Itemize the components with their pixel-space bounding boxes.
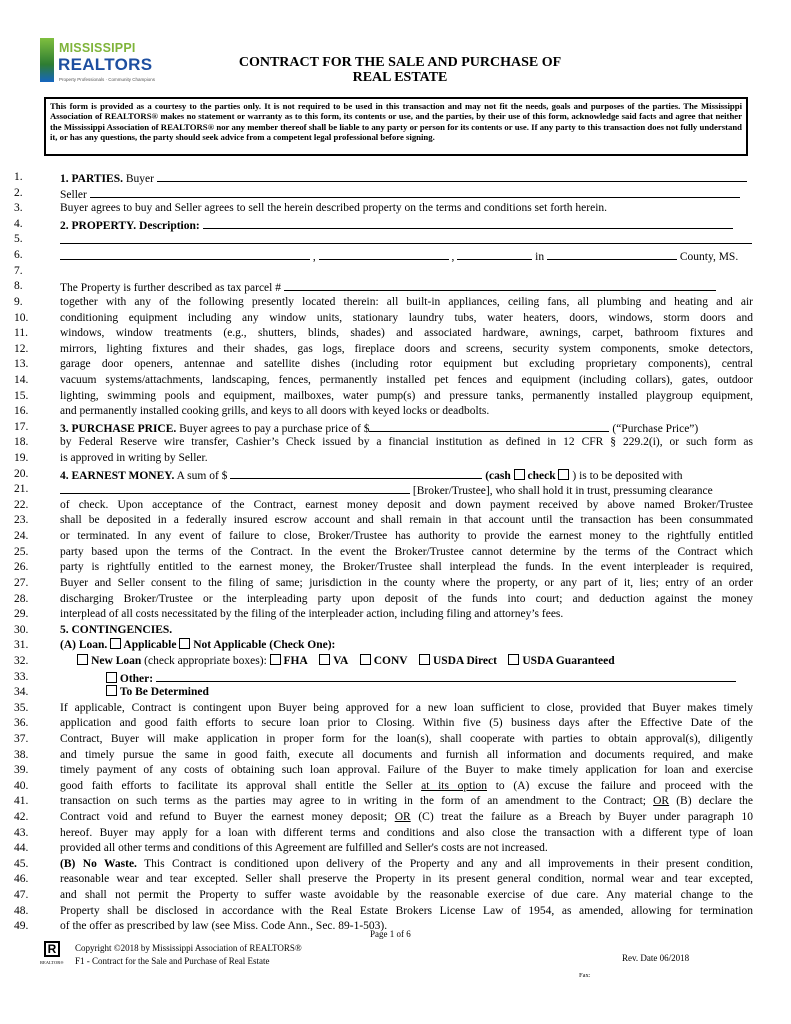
form-name-text: F1 - Contract for the Sale and Purchase of Real Estate (75, 956, 270, 966)
line-content (60, 217, 753, 233)
line-text: and shall not permit the Property to suffer waste avoidable by the reasonable exercise of due care. Any material change to the (60, 889, 753, 902)
line-text: application and good faith efforts to secure loan prior to Closing. Within five (5) business days after the Effective Date of the (60, 717, 753, 730)
line-text: and timely pursue the same in good faith, execute all documents and furnish all information and documents required, and make (60, 748, 753, 761)
line-number: 17. (14, 420, 29, 433)
contract-line (0, 232, 791, 246)
line-text: and permanently installed cooking grills, and keys to all doors with keyed locks or deadbolts. (60, 405, 490, 418)
logo-tagline: Property Professionals · Community Champions (59, 77, 156, 82)
line-text: is approved in writing by Seller. (60, 452, 208, 464)
line-text: If applicable, Contract is contingent upon Buyer being approved for a new loan sufficient to close, provided that Buyer makes timely (60, 701, 753, 714)
line-text: together with any of the following presently located therein: all built-in appliances, ceiling fans, all plumbing and heating and air (60, 295, 753, 308)
zip-field[interactable] (457, 248, 532, 260)
contract-line (0, 654, 791, 668)
line-number: 48. (14, 904, 29, 917)
line-content (60, 670, 753, 686)
contract-line (0, 467, 791, 481)
contract-line (0, 513, 791, 527)
fax-label: Fax: (579, 972, 591, 979)
realtor-logo-icon (44, 941, 60, 957)
contract-line (0, 888, 791, 902)
contract-line (0, 841, 791, 855)
line-text: (B) declare the (669, 795, 753, 808)
contract-line (0, 576, 791, 590)
line-content (60, 607, 753, 621)
line-content (60, 779, 753, 793)
property-description-field[interactable] (203, 217, 733, 229)
line-number: 29. (14, 608, 29, 621)
va-checkbox[interactable] (319, 654, 330, 665)
line-text: of check. Upon acceptance of the Contract, earnest money deposit and down payment received by above named Broker/Trustee (60, 498, 753, 511)
contract-line (0, 420, 791, 434)
line-number: 10. (14, 311, 29, 324)
contract-line (0, 560, 791, 574)
line-number: 39. (14, 764, 29, 777)
line-number: 16. (14, 405, 29, 418)
contract-line (0, 779, 791, 793)
contract-line (0, 170, 791, 184)
line-content (60, 404, 753, 418)
contract-line (0, 342, 791, 356)
applicable-checkbox[interactable] (110, 638, 121, 649)
line-number: 18. (14, 436, 29, 449)
line-content: , , in County, MS. (60, 248, 753, 264)
page-title-line1: CONTRACT FOR THE SALE AND PURCHASE OF (238, 55, 562, 70)
line-content (60, 638, 753, 652)
property-description-field-2[interactable] (60, 232, 752, 244)
contract-line (0, 279, 791, 293)
line-text: (“Purchase Price”) (612, 422, 699, 435)
line-text: conditioning equipment including any window units, stationary laundry tubs, water heaters, doors, windows, storm doors and (60, 311, 753, 324)
line-text: [Broker/Trustee], who shall hold it in trust, pressuming clearance (412, 485, 713, 498)
cash-label: (cash (485, 469, 511, 482)
contract-line (0, 451, 791, 465)
contract-line (0, 794, 791, 808)
line-text: party based upon the terms of the Contract. In the event the Broker/Trustee cannot determine by the terms of the Contract which (60, 545, 753, 558)
contract-line (0, 482, 791, 496)
line-number: 34. (14, 686, 29, 699)
in-label: in (535, 251, 545, 264)
line-number: 7. (14, 264, 23, 277)
no-waste-heading: (B) No Waste. (60, 857, 137, 870)
line-number: 42. (14, 811, 29, 823)
line-text: by Federal Reserve wire transfer, Cashier’s Check issued by a financial institution as defined in 12 CFR § 229.2(i), or such form as (60, 436, 753, 449)
line-number: 13. (14, 358, 29, 371)
contract-line (0, 623, 791, 637)
line-number: 44. (14, 842, 29, 855)
logo-line2: REALTORS (58, 55, 153, 74)
not-applicable-checkbox[interactable] (179, 638, 190, 649)
seller-label: Seller (60, 188, 87, 201)
contract-line (0, 529, 791, 543)
page-title-line2: REAL ESTATE (352, 70, 448, 85)
contract-line (0, 186, 791, 200)
line-content (60, 888, 753, 902)
line-content (60, 467, 753, 483)
to-be-determined-checkbox[interactable] (106, 685, 117, 696)
line-content (60, 592, 753, 606)
usda-guaranteed-checkbox[interactable] (508, 654, 519, 665)
line-content (60, 748, 753, 762)
line-content (60, 451, 753, 465)
line-content (60, 810, 753, 824)
logo-line1: MISSISSIPPI (59, 41, 136, 55)
line-text: reasonable wear and tear excepted. Seller shall preserve the Property in its present general condition, normal wear and tear excepted, (60, 873, 753, 886)
logo-mark-icon (40, 38, 54, 82)
contract-line (0, 357, 791, 371)
line-number: 36. (14, 717, 29, 730)
line-number: 1. (14, 171, 23, 183)
line-content (60, 732, 753, 746)
check-label: check (527, 469, 556, 482)
mississippi-realtors-logo (40, 38, 160, 90)
copyright-text: Copyright ©2018 by Mississippi Association of REALTORS® (75, 943, 302, 953)
line-number: 12. (14, 342, 29, 355)
realtor-logo-letter: R (47, 942, 57, 956)
line-content (60, 295, 753, 309)
other-checkbox[interactable] (106, 672, 117, 683)
line-content (60, 841, 753, 855)
line-content (60, 435, 753, 449)
new-loan-label: New Loan (91, 654, 142, 667)
fha-checkbox[interactable] (270, 654, 281, 665)
or-underlined: OR (653, 795, 670, 808)
line-content (60, 826, 753, 840)
line-number: 49. (14, 920, 29, 933)
line-content (60, 857, 753, 871)
line-text: This Contract is conditioned upon delivery of the Property and any and all improvements in their present condition, (136, 857, 753, 870)
street-address-field[interactable] (60, 248, 310, 260)
line-content (60, 201, 753, 215)
line-text: or terminated. In any event of failure to close, Broker/Trustee has authority to provide the earnest money to the rightfully entitled (60, 530, 753, 542)
line-content (60, 373, 753, 387)
line-number: 25. (14, 545, 29, 558)
usda-guaranteed-label: USDA Guaranteed (522, 654, 615, 667)
loan-heading: (A) Loan. (60, 639, 108, 652)
line-number: 20. (14, 467, 29, 480)
contract-line (0, 607, 791, 621)
line-number: 8. (14, 280, 23, 293)
disclaimer-box: This form is provided as a courtesy to the parties only. It is not required to be used in this transaction and may not fit the needs, goals and purposes of the parties. The Mississippi Association of REALTORS® makes no statement or warranty as to this form, its contents or use, and the parties, by their use of this form, acknowledge said facts and agree that neither the Mississippi Association of REALTORS® nor any member thereof shall be liable to any party or person for its contents or use. If any party to this transaction does not fully understand it, or has any questions, the party should seek advice from a competent legal professional before signing. (44, 97, 748, 156)
line-number: 38. (14, 748, 29, 761)
line-number: 32. (14, 654, 29, 667)
line-content (60, 904, 753, 918)
not-applicable-label: Not Applicable (Check One): (193, 639, 336, 652)
line-number: 45. (14, 857, 29, 870)
contingencies-heading: 5. CONTINGENCIES. (60, 623, 173, 636)
cash-checkbox[interactable] (514, 469, 525, 480)
contract-line (0, 498, 791, 512)
line-text: timely payment of any costs of obtaining such loan approval. Failure of the Buyer to make timely application for loan and exercise (60, 764, 753, 777)
line-text: party is rightfully entitled to the earnest money, the Broker/Trustee shall interplead the funds. In the event interpleader is required, (60, 561, 753, 574)
line-text: Contract, Buyer will make application in proper form for the loan(s), shall cooperate with parties to obtain approval(s), diligently (60, 733, 753, 745)
earnest-money-heading: 4. EARNEST MONEY. (60, 469, 175, 482)
purchase-price-heading: 3. PURCHASE PRICE. (60, 422, 177, 435)
line-number: 33. (14, 670, 29, 683)
line-text: provided all other terms and conditions of this Agreement are fulfilled and Seller's costs are not increased. (60, 842, 548, 855)
line-text: Buyer agrees to pay a purchase price of $ (176, 422, 370, 435)
contract-line (0, 435, 791, 449)
line-number: 5. (14, 233, 23, 246)
line-content (60, 342, 753, 356)
contract-line (0, 326, 791, 340)
line-number: 4. (14, 217, 23, 230)
property-heading: 2. PROPERTY. Description: (60, 219, 200, 232)
contract-line (0, 638, 791, 652)
to-be-determined-label: To Be Determined (119, 686, 209, 699)
contract-line (0, 872, 791, 886)
usda-direct-label: USDA Direct (432, 654, 497, 667)
contract-line (0, 701, 791, 715)
line-number: 19. (14, 452, 29, 464)
conv-checkbox[interactable] (360, 654, 371, 665)
contract-line (0, 826, 791, 840)
line-number: 23. (14, 514, 29, 527)
fha-label: FHA (283, 654, 308, 667)
line-content (60, 872, 753, 886)
line-text: (C) treat the failure as a Breach by Buyer under paragraph 10 (410, 811, 753, 823)
contract-line (0, 685, 791, 699)
broker-trustee-field[interactable] (60, 482, 410, 494)
contract-line (0, 904, 791, 918)
line-text: A sum of $ (174, 469, 228, 482)
tax-parcel-field[interactable] (284, 279, 716, 291)
line-content (60, 654, 753, 668)
line-text: (check appropriate boxes): (144, 654, 267, 667)
other-label: Other: (119, 672, 154, 685)
line-content (60, 420, 753, 436)
line-number: 26. (14, 561, 29, 574)
tax-parcel-label: The Property is further described as tax parcel # (60, 282, 281, 295)
new-loan-checkbox[interactable] (77, 654, 88, 665)
line-number: 41. (14, 795, 29, 808)
line-number: 3. (14, 202, 23, 215)
line-text: windows, window treatments (e.g., shutters, blinds, shades) and associated hardware, awnings, carpet, bathroom fixtures and (60, 327, 753, 340)
line-text: vacuum systems/attachments, landscaping, fences, permanently installed pet fences and equipment (including collars), gates, outdoor (60, 373, 753, 386)
line-content (60, 482, 753, 498)
line-content (60, 623, 753, 637)
county-field[interactable] (547, 248, 677, 260)
contract-line (0, 311, 791, 325)
line-text: garage door openers, antennae and satellite dishes (including rotor equipment but excluding proprietary components), central (60, 358, 753, 371)
va-label: VA (333, 654, 349, 667)
contract-line (0, 201, 791, 215)
contract-line (0, 763, 791, 777)
line-text: Property shall be disclosed in accordance with the Real Estate Brokers License Law of 1954, as amended, allowing for termination (60, 904, 753, 917)
conv-label: CONV (373, 654, 408, 667)
line-content (60, 545, 753, 559)
line-content (60, 576, 753, 590)
line-content (60, 560, 753, 574)
line-number: 11. (14, 327, 28, 340)
buyer-label: Buyer (122, 173, 154, 185)
line-number: 40. (14, 779, 29, 792)
line-number: 35. (14, 701, 29, 714)
line-text: of the offer as prescribed by law (see Miss. Code Ann., Sec. 89-1-503). (60, 920, 388, 933)
seller-field[interactable] (90, 186, 740, 198)
contract-line (0, 810, 791, 824)
applicable-label: Applicable (123, 639, 177, 652)
line-number: 46. (14, 873, 29, 886)
line-number: 6. (14, 249, 23, 262)
other-loan-field[interactable] (156, 670, 736, 682)
line-text: to (A) excuse the failure and proceed with the (487, 779, 753, 792)
line-number: 47. (14, 889, 29, 902)
buyer-field[interactable] (157, 170, 747, 182)
at-its-option: at its option (421, 779, 488, 792)
line-number: 27. (14, 576, 29, 589)
line-number: 30. (14, 623, 29, 636)
line-content (60, 311, 753, 325)
usda-direct-checkbox[interactable] (419, 654, 430, 665)
line-content (60, 685, 753, 699)
line-number: 21. (14, 483, 29, 496)
line-content (60, 701, 753, 715)
line-number: 31. (14, 639, 29, 652)
contract-line (0, 389, 791, 403)
contract-line (0, 857, 791, 871)
contract-line (0, 404, 791, 418)
contract-line (0, 217, 791, 231)
line-text: Buyer agrees to buy and Seller agrees to sell the herein described property on the terms and conditions set forth herein. (60, 202, 608, 215)
line-content (60, 170, 753, 186)
county-ms-label: County, MS. (679, 251, 739, 264)
line-number: 9. (14, 295, 23, 308)
line-text: shall be deposited in a federally insured escrow account and shall remain in that account until the transaction has been consummated (60, 514, 753, 527)
line-text: mirrors, lighting fixtures and their shades, gas logs, fireplace doors and screens, security system components, smoke detectors, (60, 342, 753, 355)
line-content (60, 279, 753, 295)
line-text: transaction on such terms as the parties may agree to in writing in the form of an amendment to the Contract; (60, 795, 654, 808)
contract-line (0, 295, 791, 309)
city-field[interactable] (319, 248, 449, 260)
line-content (60, 716, 753, 730)
contract-line (0, 748, 791, 762)
parties-heading: 1. PARTIES. (60, 173, 123, 185)
contract-line (0, 670, 791, 684)
line-content (60, 529, 753, 543)
check-checkbox[interactable] (558, 469, 569, 480)
line-content (60, 513, 753, 527)
line-text: lighting, swimming pools and equipment, mailboxes, water pump(s) and pressure tanks, permanently installed playgroup equipment, (60, 389, 753, 402)
line-content (60, 794, 753, 808)
earnest-money-amount-field[interactable] (230, 467, 482, 479)
line-content (60, 498, 753, 512)
contract-line (0, 264, 791, 278)
line-text: Contract void and refund to Buyer the earnest money deposit; (60, 811, 395, 823)
contract-line (0, 592, 791, 606)
line-text: discharging Broker/Trustee or the interpleading party upon deposit of the funds into court; and deduction against the money (60, 592, 753, 605)
line-number: 15. (14, 389, 29, 402)
line-number: 28. (14, 592, 29, 605)
line-number: 14. (14, 373, 29, 386)
line-text: good faith efforts to facilitate its approval shall entitle the Seller (60, 779, 422, 792)
contract-line (0, 545, 791, 559)
contract-line (0, 716, 791, 730)
line-number: 2. (14, 186, 23, 199)
realtor-logo-caption: REALTOR® (40, 960, 64, 965)
line-text: ) is to be deposited with (572, 469, 683, 482)
line-number: 37. (14, 733, 29, 745)
line-number: 22. (14, 498, 29, 511)
line-text: hereof. Buyer may apply for a loan with different terms and conditions and also close the transaction with a different type of loan (60, 826, 753, 839)
line-text: Buyer and Seller consent to the filing of same; jurisdiction in the county where the property, or any part of it, lies; entry of an order (60, 576, 753, 589)
line-content (60, 357, 753, 371)
line-content (60, 763, 753, 777)
line-content (60, 186, 753, 202)
purchase-price-field[interactable] (369, 420, 609, 432)
line-content (60, 389, 753, 403)
line-content (60, 326, 753, 340)
line-number: 43. (14, 826, 29, 839)
line-content (60, 232, 753, 248)
line-text: interplead of all costs necessitated by the filing of the interpleader action, including filing and attorney’s fees. (60, 608, 564, 621)
page-number: Page 1 of 6 (370, 929, 411, 939)
contract-line (0, 373, 791, 387)
revision-date: Rev. Date 06/2018 (622, 953, 690, 963)
line-number: 24. (14, 530, 29, 542)
contract-line (0, 248, 791, 262)
contract-line (0, 732, 791, 746)
or-underlined: OR (394, 811, 411, 823)
